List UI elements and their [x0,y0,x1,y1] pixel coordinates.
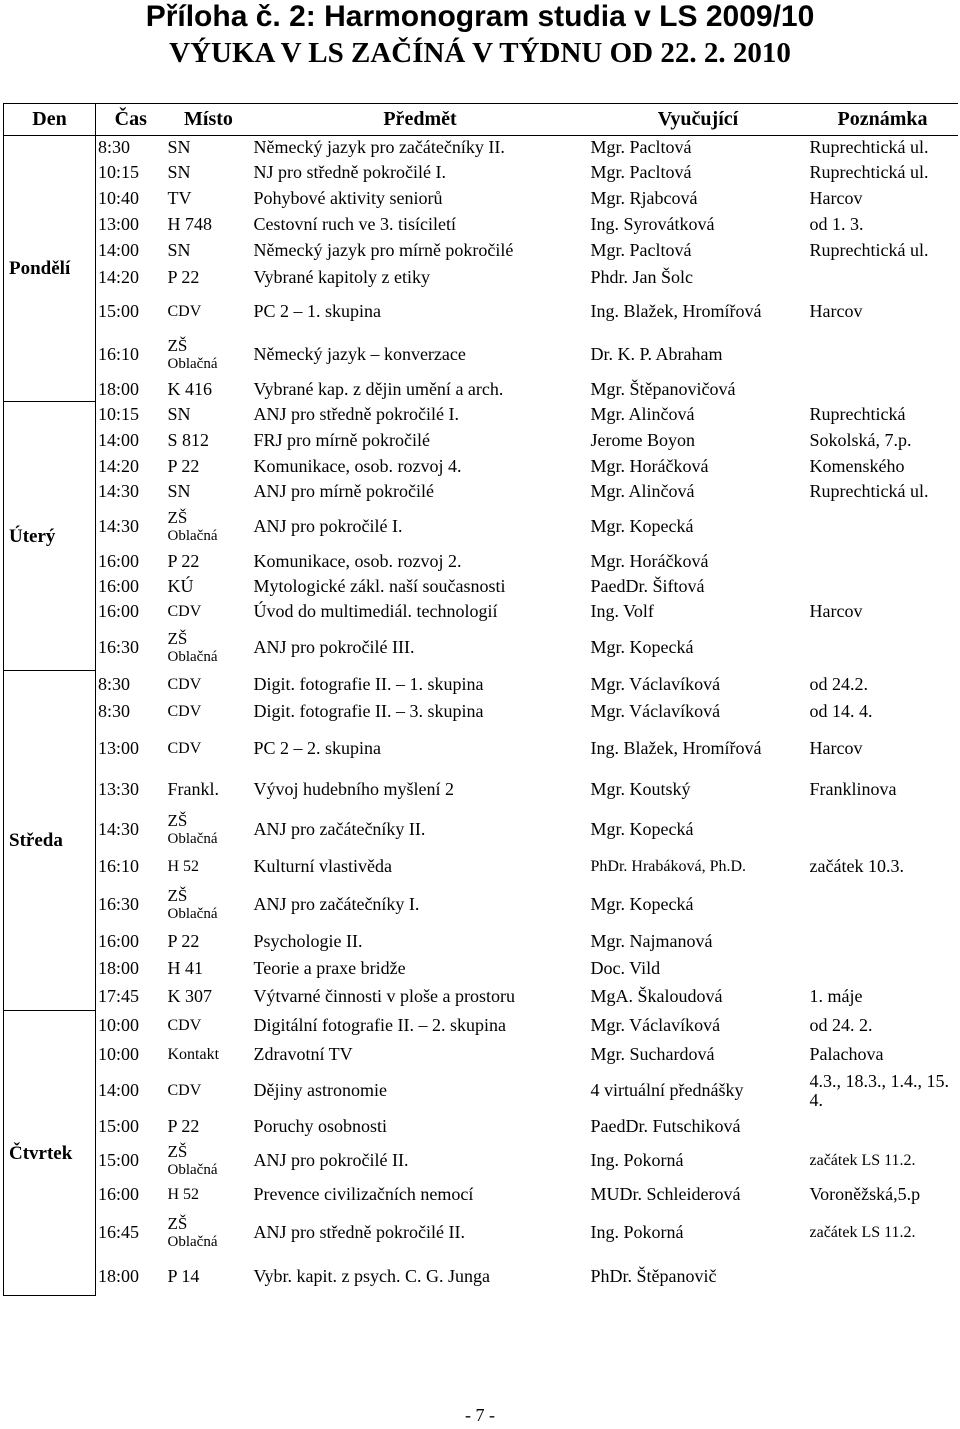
time-cell: 16:30 [98,894,140,914]
subject-cell: Digit. fotografie II. – 1. skupina [253,674,484,694]
teacher-cell: MUDr. Schleiderová [590,1184,741,1204]
place-cell: CDV [167,703,202,720]
note-cell [808,377,958,402]
page-number: - 7 - [465,1405,495,1425]
note-cell [808,955,958,982]
time-cell: 14:20 [98,455,140,476]
teacher-cell: Mgr. Koutský [590,779,691,799]
table-row [4,574,958,599]
time-cell: 16:00 [98,601,140,621]
place-cell: K 416 [167,378,212,399]
subject-cell: Zdravotní TV [253,1043,353,1064]
time-cell: 14:30 [98,516,140,536]
time-cell: 14:30 [98,481,140,501]
note-cell: Harcov [809,188,863,208]
table-row [4,1011,958,1040]
table-row [4,238,958,264]
place-cell: CDV [167,303,202,320]
note-cell: Ruprechtická [809,403,906,424]
time-cell: 14:00 [98,1080,140,1100]
time-cell: 8:30 [98,701,131,721]
teacher-cell: Mgr. Rjabcová [590,188,698,208]
place-oblacna: Oblačná [167,1162,218,1178]
note-cell: 1. máje [809,985,863,1006]
place-cell: P 22 [167,455,200,476]
table-row [4,1113,958,1140]
note-cell [808,1258,958,1296]
teacher-cell: Mgr. Kopecká [590,637,694,657]
subject-cell: Poruchy osobnosti [253,1115,388,1136]
subject-cell: Digit. fotografie II. – 3. skupina [253,701,484,721]
subject-cell: Digitální fotografie II. – 2. skupina [253,1014,506,1035]
note-cell: Palachova [809,1043,884,1064]
place-cell: P 22 [167,266,200,287]
place-cell: H 52 [167,858,200,875]
header-den: Den [4,104,96,136]
note-cell: Sokolská, 7.p. [809,429,912,450]
time-cell: 16:00 [98,575,140,596]
time-cell: 10:00 [98,1043,140,1064]
subject-cell: ANJ pro mírně pokročilé [253,481,434,501]
time-cell: 16:00 [98,931,140,951]
time-cell: 18:00 [98,957,140,978]
place-cell: P 22 [167,931,200,951]
time-cell: 15:00 [98,1115,140,1136]
teacher-cell: Ing. Blažek, Hromířová [590,301,762,321]
teacher-cell: Phdr. Jan Šolc [590,266,694,287]
teacher-cell: Ing. Pokorná [590,1222,684,1242]
note-cell [808,333,958,377]
subject-cell: Prevence civilizačních nemocí [253,1184,474,1204]
subject-cell: Komunikace, osob. rozvoj 4. [253,455,462,476]
place-cell: H 41 [167,957,203,978]
place-oblacna: Oblačná [167,356,218,372]
place-cell: SN [167,240,191,260]
teacher-cell: Mgr. Pacltová [590,240,692,260]
note-cell: od 24.2. [809,674,868,694]
subject-cell: Psychologie II. [253,931,363,951]
subject-cell: FRJ pro mírně pokročilé [253,429,430,450]
time-cell: 14:30 [98,819,140,839]
place-zs: ZŠ [167,508,188,527]
teacher-cell: Mgr. Václavíková [590,701,721,721]
teacher-cell: Mgr. Václavíková [590,1014,721,1035]
place-cell [166,505,252,549]
header-predmet: Předmět [252,104,589,136]
teacher-cell: Mgr. Kopecká [590,819,694,839]
subject-cell: Vývoj hudebního myšlení 2 [253,779,454,799]
subject-cell: PC 2 – 2. skupina [253,738,382,758]
table-row [4,291,958,333]
table-row [4,853,958,881]
table-row [4,1258,958,1296]
place-cell [166,807,252,853]
day-cell: Středa [4,671,96,1011]
schedule-table [3,103,958,1296]
teacher-cell: Mgr. Horáčková [590,550,709,571]
teacher-cell: Ing. Pokorná [590,1150,684,1170]
place-cell: KÚ [167,575,194,596]
time-cell: 13:00 [98,214,140,234]
note-cell: Voroněžská,5.p [809,1184,921,1204]
table-row [4,264,958,291]
teacher-cell: PhDr. Hrabáková, Ph.D. [590,858,747,875]
note-cell: začátek LS 11.2. [809,1224,916,1241]
note-cell: začátek 10.3. [809,856,904,876]
note-cell: Harcov [809,301,863,321]
time-cell: 8:30 [98,137,131,158]
table-row [4,807,958,853]
time-cell: 17:45 [98,985,140,1006]
table-row [4,725,958,773]
day-cell: Úterý [4,402,96,671]
place-oblacna: Oblačná [167,1234,218,1250]
place-zs: ZŠ [167,1142,188,1161]
note-cell [808,625,958,671]
table-row [4,1069,958,1113]
time-cell: 14:00 [98,429,140,450]
note-cell: Harcov [809,601,863,621]
subject-cell: Pohybové aktivity seniorů [253,188,443,208]
subject-cell: ANJ pro pokročilé III. [253,637,415,657]
time-cell: 16:10 [98,344,140,364]
place-oblacna: Oblačná [167,528,218,544]
place-zs: ZŠ [167,886,188,905]
note-cell: od 14. 4. [809,701,873,721]
day-cell: Pondělí [4,136,96,402]
place-oblacna: Oblačná [167,831,218,847]
note-cell: Komenského [809,455,905,476]
teacher-cell: Mgr. Štěpanovičová [590,378,736,399]
subject-cell: ANJ pro středně pokročilé I. [253,403,459,424]
table-row [4,186,958,212]
table-row [4,929,958,955]
place-cell: CDV [167,740,202,757]
table-row [4,427,958,454]
place-cell: P 22 [167,1115,200,1136]
place-zs: ZŠ [167,336,188,355]
place-cell [166,333,252,377]
time-cell: 18:00 [98,378,140,399]
time-cell: 13:00 [98,738,140,758]
time-cell: 16:00 [98,1184,140,1204]
note-cell [808,1113,958,1140]
table-row [4,505,958,549]
table-row [4,1140,958,1182]
teacher-cell: Mgr. Pacltová [590,137,692,158]
document-title: Příloha č. 2: Harmonogram studia v LS 2009/10 [145,0,815,33]
place-zs: ZŠ [167,629,188,648]
teacher-cell: Ing. Blažek, Hromířová [590,738,762,758]
place-cell: K 307 [167,985,212,1006]
place-cell: P 22 [167,550,200,571]
teacher-cell: Mgr. Alinčová [590,403,695,424]
teacher-cell: Mgr. Alinčová [590,481,695,501]
table-row [4,881,958,929]
place-cell: CDV [167,1082,202,1099]
place-cell: SN [167,162,191,182]
subject-cell: Dějiny astronomie [253,1080,387,1100]
time-cell: 16:30 [98,637,140,657]
time-cell: 18:00 [98,1266,140,1286]
note-cell: Ruprechtická ul. [809,240,929,260]
teacher-cell: Mgr. Horáčková [590,455,709,476]
place-cell: H 52 [167,1186,200,1203]
place-cell: SN [167,403,191,424]
subject-cell: Úvod do multimediál. technologií [253,601,498,621]
time-cell: 8:30 [98,674,131,694]
place-cell: Frankl. [167,779,219,799]
teacher-cell: MgA. Škaloudová [590,985,723,1006]
place-cell [166,1140,252,1182]
subject-cell: NJ pro středně pokročilé I. [253,162,446,182]
table-row [4,955,958,982]
teacher-cell: PaedDr. Futschiková [590,1115,741,1136]
note-cell [808,807,958,853]
subject-cell: Německý jazyk – konverzace [253,344,466,364]
header-misto: Místo [166,104,252,136]
place-cell: SN [167,481,191,501]
note-cell: Ruprechtická ul. [809,162,929,182]
time-cell: 14:20 [98,266,140,287]
teacher-cell: PaedDr. Šiftová [590,575,705,596]
table-row [4,377,958,402]
subject-cell: ANJ pro pokročilé II. [253,1150,409,1170]
table-row [4,454,958,479]
document-subtitle: VÝUKA V LS ZAČÍNÁ V TÝDNU OD 22. 2. 2010 [169,37,791,69]
place-oblacna: Oblačná [167,906,218,922]
teacher-cell: Mgr. Pacltová [590,162,692,182]
time-cell: 10:15 [98,162,140,182]
note-cell [808,549,958,574]
table-row [4,982,958,1011]
table-row [4,333,958,377]
table-header-row [4,104,958,136]
subject-cell: ANJ pro pokročilé I. [253,516,403,536]
note-cell [808,505,958,549]
table-row [4,136,958,160]
table-row [4,549,958,574]
place-cell: SN [167,137,191,158]
subject-cell: Mytologické zákl. naší současnosti [253,575,506,596]
place-cell: P 14 [167,1266,200,1286]
teacher-cell: Mgr. Najmanová [590,931,713,951]
note-cell [808,574,958,599]
subject-cell: Komunikace, osob. rozvoj 2. [253,550,462,571]
teacher-cell: Doc. Vild [590,957,661,978]
table-row [4,212,958,238]
note-cell [808,264,958,291]
table-row [4,1208,958,1258]
place-cell: S 812 [167,429,210,450]
table-row [4,160,958,186]
table-row [4,625,958,671]
header-vyucujici: Vyučující [589,104,808,136]
place-oblacna: Oblačná [167,649,218,665]
teacher-cell: PhDr. Štěpanovič [590,1266,717,1286]
subject-cell: ANJ pro začátečníky II. [253,819,426,839]
time-cell: 15:00 [98,1150,140,1170]
time-cell: 13:30 [98,779,140,799]
note-cell: Franklinova [809,779,897,799]
place-cell [166,1208,252,1258]
table-row [4,599,958,625]
teacher-cell: Mgr. Kopecká [590,894,694,914]
header-cas: Čas [96,104,166,136]
table-row [4,1182,958,1208]
teacher-cell: Ing. Syrovátková [590,214,715,234]
subject-cell: ANJ pro středně pokročilé II. [253,1222,465,1242]
note-cell: Ruprechtická ul. [809,137,929,158]
teacher-cell: Mgr. Kopecká [590,516,694,536]
header-poznamka: Poznámka [808,104,958,136]
time-cell: 14:00 [98,240,140,260]
note-cell: Harcov [809,738,863,758]
note-cell [808,881,958,929]
subject-cell: Německý jazyk pro začátečníky II. [253,137,505,158]
subject-cell: Vybr. kapit. z psych. C. G. Junga [253,1266,490,1286]
place-cell: CDV [167,1016,202,1034]
place-cell: Kontakt [167,1045,220,1063]
table-row [4,1040,958,1069]
note-cell: začátek LS 11.2. [809,1152,916,1169]
subject-cell: PC 2 – 1. skupina [253,301,382,321]
time-cell: 16:00 [98,550,140,571]
place-zs: ZŠ [167,1214,188,1233]
subject-cell: Teorie a praxe bridže [253,957,406,978]
note-cell: od 24. 2. [809,1014,873,1035]
note-cell [808,929,958,955]
time-cell: 16:10 [98,856,140,876]
table-row [4,671,958,699]
place-cell [166,625,252,671]
table-row [4,479,958,505]
note-cell: 4.3., 18.3., 1.4., 15. 4. [809,1070,949,1110]
time-cell: 15:00 [98,301,140,321]
place-cell: TV [167,188,192,208]
note-cell: Ruprechtická ul. [809,481,929,501]
place-zs: ZŠ [167,811,188,830]
subject-cell: Vybrané kap. z dějin umění a arch. [253,378,504,399]
place-cell: CDV [167,676,202,693]
table-row [4,773,958,807]
subject-cell: Německý jazyk pro mírně pokročilé [253,240,514,260]
subject-cell: Kulturní vlastivěda [253,856,392,876]
time-cell: 10:40 [98,188,140,208]
teacher-cell: 4 virtuální přednášky [590,1080,744,1100]
place-cell: CDV [167,603,202,620]
teacher-cell: Jerome Boyon [590,429,695,450]
time-cell: 10:00 [98,1014,140,1035]
time-cell: 10:15 [98,403,140,424]
place-cell [166,881,252,929]
subject-cell: Vybrané kapitoly z etiky [253,266,430,287]
table-row [4,699,958,725]
teacher-cell: Mgr. Václavíková [590,674,721,694]
subject-cell: Výtvarné činnosti v ploše a prostoru [253,985,515,1006]
table-row [4,402,958,427]
teacher-cell: Mgr. Suchardová [590,1043,715,1064]
time-cell: 16:45 [98,1222,140,1242]
teacher-cell: Ing. Volf [590,601,654,621]
subject-cell: Cestovní ruch ve 3. tisíciletí [253,214,456,234]
place-cell: H 748 [167,214,212,234]
note-cell: od 1. 3. [809,214,864,234]
day-cell: Čtvrtek [4,1011,96,1296]
subject-cell: ANJ pro začátečníky I. [253,894,420,914]
teacher-cell: Dr. K. P. Abraham [590,344,723,364]
